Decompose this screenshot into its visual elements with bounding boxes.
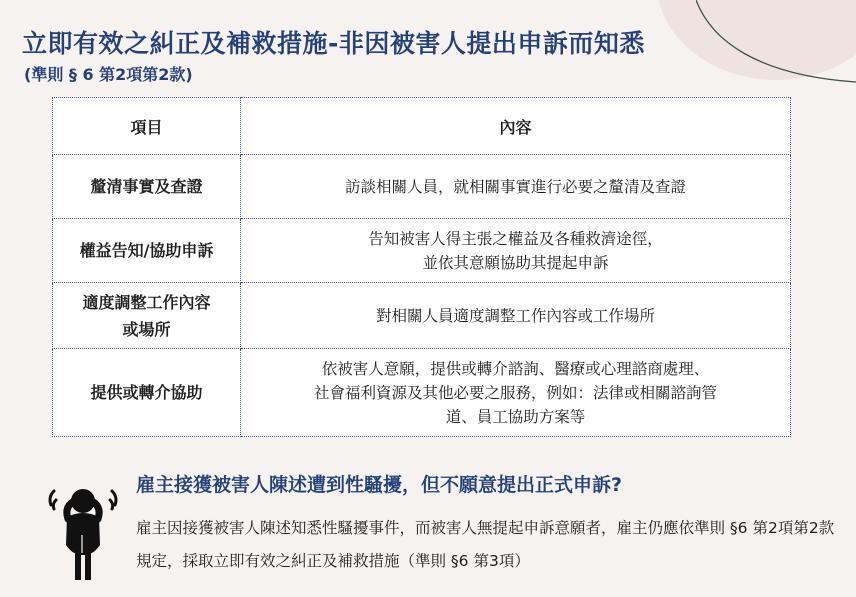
row-item: 適度調整工作內容 或場所 — [53, 283, 241, 349]
question-body: 雇主因接獲被害人陳述知悉性騷擾事件，而被害人無提起申訴意願者，雇主仍應依準則 §6 第2項第2款規定，採取立即有效之糾正及補救措施（準則 §6 第3項） — [136, 519, 835, 570]
row-content: 對相關人員適度調整工作內容或工作場所 — [241, 283, 791, 349]
distressed-person-icon — [44, 487, 124, 582]
page-title: 立即有效之糾正及補救措施-非因被害人提出申訴而知悉 — [22, 29, 645, 58]
row-content: 依被害人意願，提供或轉介諮詢、醫療或心理諮商處理、 社會福利資源及其他必要之服務，例如：法律或相關諮詢管 道、員工協助方案等 — [241, 349, 791, 437]
header-content: 內容 — [241, 98, 791, 155]
row-item: 權益告知/協助申訴 — [53, 219, 241, 283]
row-content: 告知被害人得主張之權益及各種救濟途徑， 並依其意願協助其提起申訴 — [241, 219, 791, 283]
decorative-curve — [696, 0, 856, 100]
row-item: 提供或轉介協助 — [53, 349, 241, 437]
table-row — [53, 219, 791, 283]
page-subtitle: (準則 § 6 第2項第2款) — [24, 65, 193, 84]
table-row — [53, 349, 791, 437]
table-row — [53, 155, 791, 219]
row-content: 訪談相關人員，就相關事實進行必要之釐清及查證 — [241, 155, 791, 219]
measures-table — [52, 97, 791, 437]
header-item: 項目 — [53, 98, 241, 155]
table-header-row — [53, 98, 791, 155]
row-item: 釐清事實及查證 — [53, 155, 241, 219]
question-title: 雇主接獲被害人陳述遭到性騷擾，但不願意提出正式申訴? — [136, 474, 623, 496]
table-row — [53, 283, 791, 349]
